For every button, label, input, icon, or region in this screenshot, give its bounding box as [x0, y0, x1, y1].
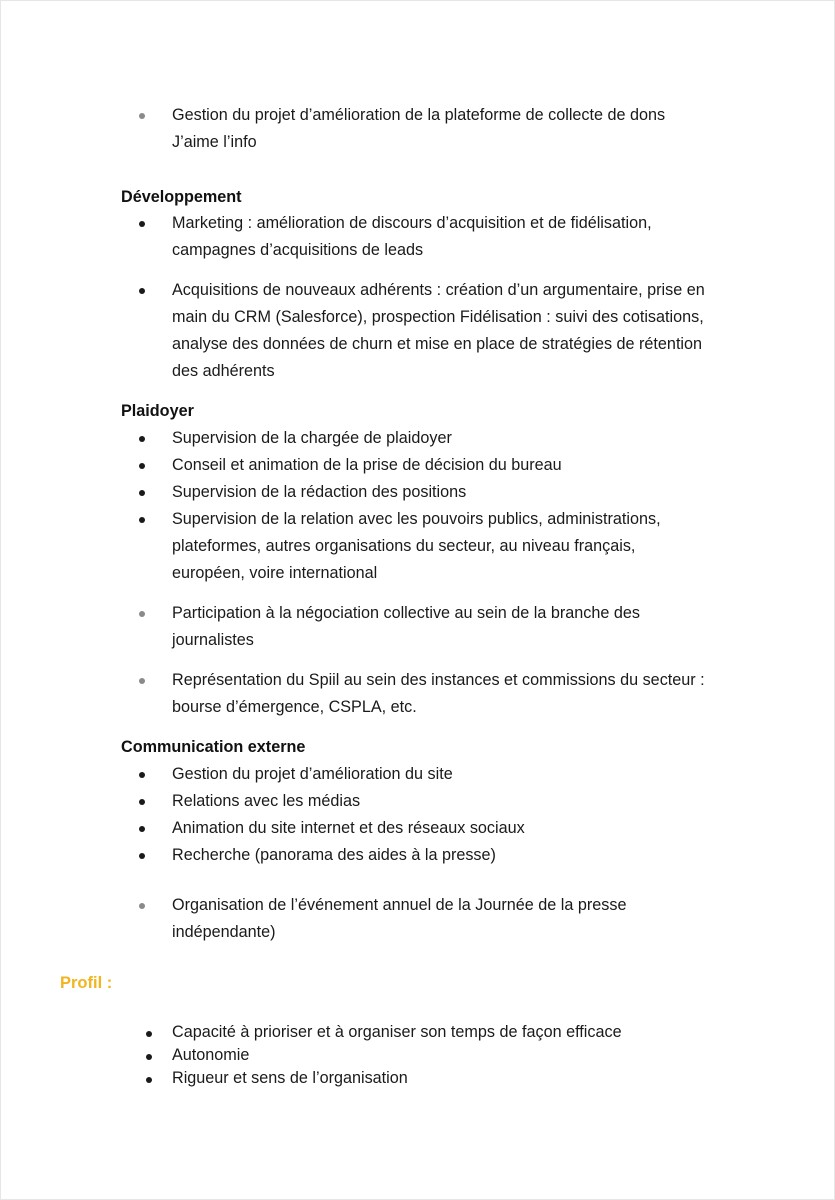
- list-bullet: [146, 1054, 152, 1060]
- list-item-line: des adhérents: [172, 362, 275, 380]
- list-bullet: [139, 853, 145, 859]
- list-bullet: [139, 490, 145, 496]
- list-item-line: européen, voire international: [172, 564, 378, 582]
- section-heading-developpement: Développement: [121, 188, 242, 206]
- list-bullet: [139, 517, 145, 523]
- list-bullet: [139, 799, 145, 805]
- list-item-line: Supervision de la rédaction des positions: [172, 483, 467, 501]
- list-bullet: [139, 611, 145, 617]
- list-item-line: Participation à la négociation collective au sein de la branche des: [172, 604, 640, 622]
- list-item-line: Supervision de la relation avec les pouvoirs publics, administrations,: [172, 510, 661, 528]
- list-item-line: campagnes d’acquisitions de leads: [172, 241, 424, 259]
- list-item-line: Représentation du Spiil au sein des instances et commissions du secteur :: [172, 671, 705, 689]
- list-bullet: [139, 463, 145, 469]
- list-item-line: Gestion du projet d’amélioration de la plateforme de collecte de dons: [172, 106, 666, 124]
- list-bullet: [139, 288, 145, 294]
- list-bullet: [139, 113, 145, 119]
- list-item-line: Supervision de la chargée de plaidoyer: [172, 429, 452, 447]
- section-heading-plaidoyer: Plaidoyer: [121, 402, 194, 420]
- list-item-line: bourse d’émergence, CSPLA, etc.: [172, 698, 417, 716]
- list-item-line: Marketing : amélioration de discours d’acquisition et de fidélisation,: [172, 214, 652, 232]
- list-item-line: Conseil et animation de la prise de décision du bureau: [172, 456, 562, 474]
- list-bullet: [139, 221, 145, 227]
- list-bullet: [139, 436, 145, 442]
- list-item-line: analyse des données de churn et mise en place de stratégies de rétention: [172, 335, 703, 353]
- list-bullet: [139, 826, 145, 832]
- list-item-line: indépendante): [172, 923, 276, 941]
- list-item-line: Capacité à prioriser et à organiser son temps de façon efficace: [172, 1023, 622, 1041]
- list-item-line: Autonomie: [172, 1046, 250, 1064]
- list-item-line: Organisation de l’événement annuel de la Journée de la presse: [172, 896, 627, 914]
- list-item-line: Recherche (panorama des aides à la presse): [172, 846, 496, 864]
- list-bullet: [146, 1031, 152, 1037]
- list-bullet: [139, 903, 145, 909]
- list-item-line: plateformes, autres organisations du secteur, au niveau français,: [172, 537, 636, 555]
- list-item-line: Relations avec les médias: [172, 792, 361, 810]
- list-item-line: main du CRM (Salesforce), prospection Fidélisation : suivi des cotisations,: [172, 308, 704, 326]
- list-bullet: [139, 678, 145, 684]
- list-item-line: Rigueur et sens de l’organisation: [172, 1069, 408, 1087]
- list-item-line: journalistes: [172, 631, 254, 649]
- list-bullet: [139, 772, 145, 778]
- list-item-line: Animation du site internet et des réseaux sociaux: [172, 819, 525, 837]
- section-heading-profil: Profil :: [60, 974, 113, 992]
- list-item-line: Gestion du projet d’amélioration du site: [172, 765, 453, 783]
- list-bullet: [146, 1077, 152, 1083]
- list-item-line: J’aime l’info: [172, 133, 257, 151]
- section-heading-communication: Communication externe: [121, 738, 306, 756]
- list-item-line: Acquisitions de nouveaux adhérents : création d’un argumentaire, prise en: [172, 281, 705, 299]
